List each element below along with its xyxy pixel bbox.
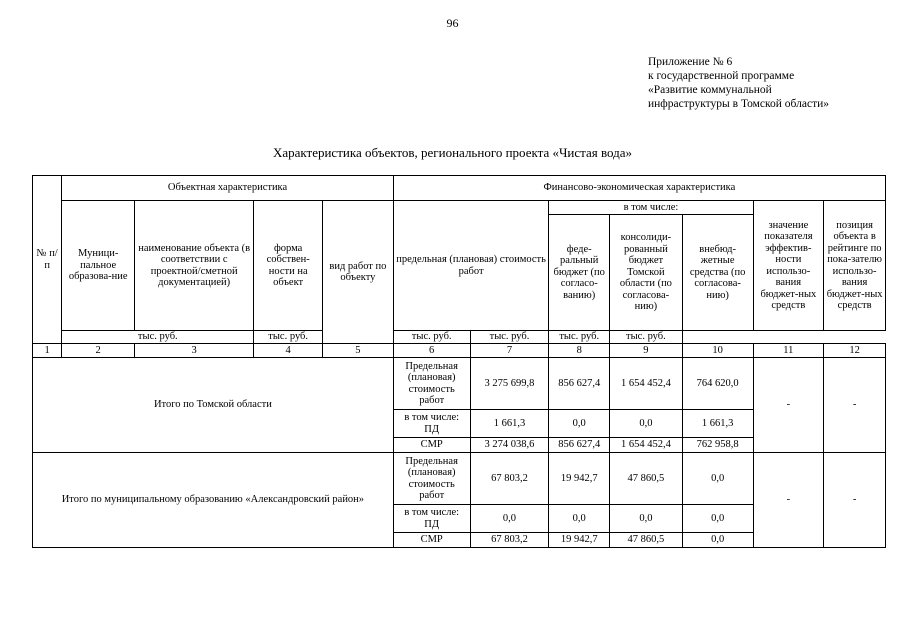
rating-cell: - [824,453,886,548]
work-type-header: вид работ по объекту [323,201,394,344]
including-header: в том числе: [549,201,753,215]
column-numbers-row [33,344,886,358]
column-number: 6 [393,344,470,358]
units-row [33,331,886,344]
indicator-header: значение показателя эффектив-ности использо-вания бюджет-ных средств [753,201,824,331]
table-row [33,358,886,410]
column-number: 3 [135,344,254,358]
federal-cell: 19 942,7 [549,533,610,548]
cost-cell: 3 275 699,8 [470,358,549,410]
cost-cell: 0,0 [470,505,549,533]
municipality-header: Муници-пальное образова-ние [62,201,135,331]
cost-header: предельная (плановая) стоимость работ [393,201,549,331]
object-name-header: наименование объекта (в соответствии с проектной/сметной документацией) [135,201,254,331]
extrabudget-cell: 764 620,0 [682,358,753,410]
finance-group-header: Финансово-экономическая характеристика [393,176,885,201]
cost-cell: 1 661,3 [470,410,549,438]
appendix-note [648,55,829,111]
extrabudget-cell: 0,0 [682,453,753,505]
table-row [33,453,886,505]
federal-cell: 19 942,7 [549,453,610,505]
work-type-cell: Предельная (плановая) стоимость работ [393,453,470,505]
regional-cell: 0,0 [610,410,683,438]
rating-header: позиция объекта в рейтинге по пока-зателю использо-вания бюджет-ных средств [824,201,886,331]
regional-cell: 1 654 452,4 [610,358,683,410]
regional-cell: 47 860,5 [610,533,683,548]
cost-cell: 67 803,2 [470,533,549,548]
cost-unit: тыс. руб. [62,331,254,344]
ownership-header: форма собствен-ности на объект [254,201,323,331]
page-number: 96 [446,16,459,30]
header-row-groups [33,176,886,201]
federal-cell: 0,0 [549,505,610,533]
column-number: 8 [549,344,610,358]
column-number: 10 [682,344,753,358]
column-number: 4 [254,344,323,358]
indicator-unit: тыс. руб. [549,331,610,344]
appendix-line-3: «Развитие коммунальной [648,84,772,96]
object-group-header: Объектная характеристика [62,176,393,201]
federal-header: феде-ральный бюджет (по согласо-ванию) [549,215,610,331]
objects-table [32,175,886,548]
work-type-cell: СМР [393,533,470,548]
extrabudget-cell: 1 661,3 [682,410,753,438]
work-type-cell: СМР [393,438,470,453]
regional-cell: 47 860,5 [610,453,683,505]
extrabudget-cell: 0,0 [682,505,753,533]
group-label: Итого по Томской области [33,358,394,453]
column-number: 7 [470,344,549,358]
regional-cell: 1 654 452,4 [610,438,683,453]
federal-cell: 0,0 [549,410,610,438]
work-type-cell: в том числе: ПД [393,410,470,438]
rating-cell: - [824,358,886,453]
work-type-cell: Предельная (плановая) стоимость работ [393,358,470,410]
column-number: 9 [610,344,683,358]
column-number: 12 [824,344,886,358]
extrabudget-unit: тыс. руб. [470,331,549,344]
appendix-line-4: инфраструктуры в Томской области» [648,98,829,110]
column-number: 2 [62,344,135,358]
group-label: Итого по муниципальному образованию «Александровский район» [33,453,394,548]
work-type-cell: в том числе: ПД [393,505,470,533]
col-number-header: № п/п [33,176,62,344]
indicator-cell: - [753,358,824,453]
federal-cell: 856 627,4 [549,358,610,410]
regional-header: консолиди-рованный бюджет Томской области (по согласова-нию) [610,215,683,331]
rating-unit: тыс. руб. [610,331,683,344]
extrabudget-cell: 0,0 [682,533,753,548]
regional-unit: тыс. руб. [393,331,470,344]
extrabudget-header: внебюд-жетные средства (по согласова-нию) [682,215,753,331]
regional-cell: 0,0 [610,505,683,533]
cost-cell: 67 803,2 [470,453,549,505]
column-number: 1 [33,344,62,358]
header-row-sub [33,201,886,215]
appendix-line-2: к государственной программе [648,70,795,82]
document-title: Характеристика объектов, регионального проекта «Чистая вода» [272,145,633,160]
appendix-line-1: Приложение № 6 [648,56,733,68]
federal-unit: тыс. руб. [254,331,323,344]
extrabudget-cell: 762 958,8 [682,438,753,453]
federal-cell: 856 627,4 [549,438,610,453]
column-number: 11 [753,344,824,358]
indicator-cell: - [753,453,824,548]
column-number: 5 [323,344,394,358]
cost-cell: 3 274 038,6 [470,438,549,453]
